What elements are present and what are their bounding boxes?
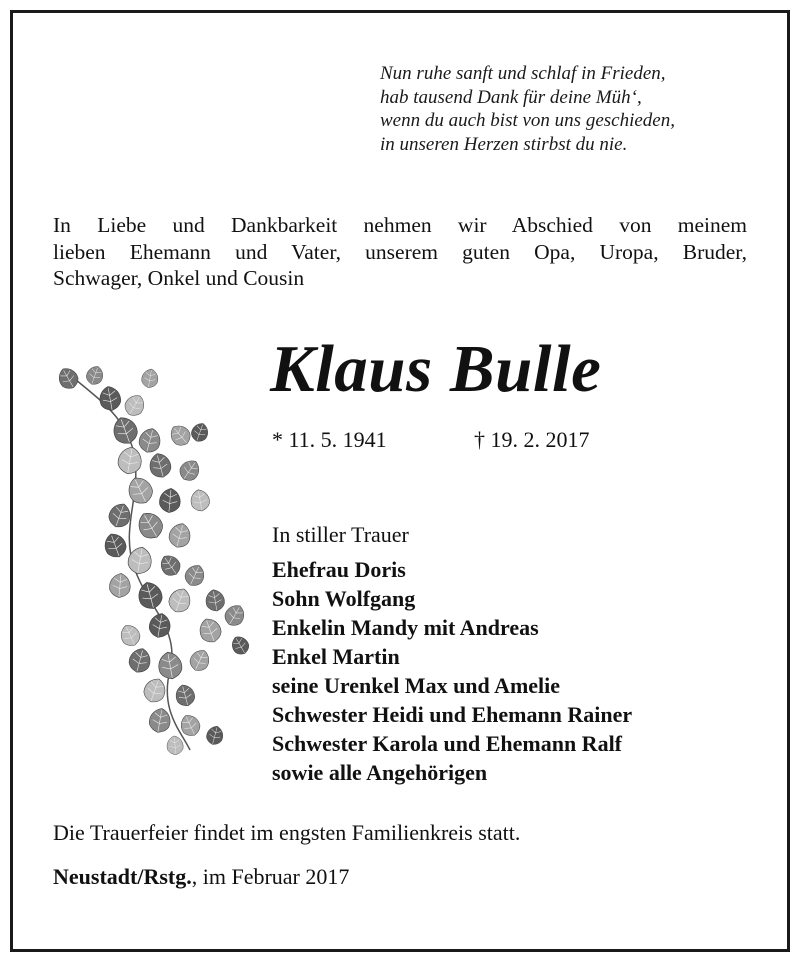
ivy-leaf (124, 473, 156, 507)
ivy-leaf (137, 426, 163, 455)
ivy-leaf (121, 391, 148, 419)
poem-line: wenn du auch bist von uns geschieden, (380, 110, 675, 131)
mourner: Enkelin Mandy mit Andreas (272, 615, 539, 640)
mourning-label: In stiller Trauer (272, 522, 409, 547)
ivy-leaf (173, 683, 196, 709)
ivy-leaf (84, 364, 106, 387)
ivy-leaf (166, 421, 194, 449)
mourner: Ehefrau Doris (272, 557, 406, 582)
ivy-leaf (141, 675, 169, 705)
deceased-name: Klaus Bulle (270, 332, 602, 406)
ivy-leaf (204, 588, 226, 612)
intro-line: Schwager, Onkel und Cousin (53, 266, 305, 290)
ivy-leaf (182, 562, 208, 589)
ivy-leaf (134, 508, 167, 543)
ivy-leaf (176, 456, 203, 484)
place-date (53, 864, 349, 890)
ivy-leaf (117, 622, 143, 649)
ivy-leaf (228, 633, 251, 657)
ivy-leaf (167, 521, 193, 550)
intro-text (53, 212, 747, 292)
mourner: Enkel Martin (272, 644, 400, 669)
poem (380, 62, 675, 156)
ivy-leaf (136, 579, 165, 611)
intro-line: In Liebe und Dankbarkeit nehmen wir Abschied von meinem (53, 213, 747, 237)
ivy-leaf (109, 572, 132, 598)
mourner: seine Urenkel Max und Amelie (272, 673, 561, 698)
mourner: Schwester Karola und Ehemann Ralf (272, 731, 623, 756)
mourner: Schwester Heidi und Ehemann Rainer (272, 702, 633, 727)
mourner: sowie alle Angehörigen (272, 760, 488, 785)
ivy-leaf (166, 735, 184, 755)
ivy-leaf (187, 647, 213, 674)
ivy-leaf (110, 414, 141, 447)
funeral-note: Die Trauerfeier findet im engsten Familienkreis statt. (53, 820, 521, 845)
place-date-suffix: , im Februar 2017 (191, 864, 350, 889)
death-date: † 19. 2. 2017 (474, 427, 590, 452)
ivy-leaf (156, 551, 183, 579)
ivy-leaf (148, 707, 173, 735)
mourner: Sohn Wolfgang (272, 586, 416, 611)
mourner-list (272, 555, 632, 787)
poem-line: hab tausend Dank für deine Müh‘, (380, 86, 642, 108)
ivy-leaf (159, 487, 182, 513)
place-name: Neustadt/Rstg. (53, 864, 192, 889)
ivy-leaf (101, 530, 129, 560)
ivy-leaf (147, 451, 173, 480)
ivy-leaf (156, 650, 183, 681)
poem-line: Nun ruhe sanft und schlaf in Frieden, (380, 63, 666, 84)
ivy-leaf (55, 364, 82, 392)
birth-date: * 11. 5. 1941 (272, 427, 387, 452)
ivy-leaf (166, 585, 194, 615)
ivy-leaf (205, 724, 225, 746)
ivy-leaf (189, 488, 211, 512)
ivy-leaf (98, 385, 123, 413)
ivy-leaf (196, 615, 224, 645)
ivy-leaf (189, 421, 211, 444)
ivy-leaf (140, 368, 159, 389)
ivy-vine-icon (40, 360, 255, 755)
ivy-leaf (127, 646, 153, 675)
ivy-leaf (221, 601, 248, 629)
poem-line: in unseren Herzen stirbst du nie. (380, 133, 628, 155)
intro-line: lieben Ehemann und Vater, unserem guten Opa, Uropa, Bruder, (53, 239, 747, 264)
ivy-leaf (116, 445, 143, 476)
